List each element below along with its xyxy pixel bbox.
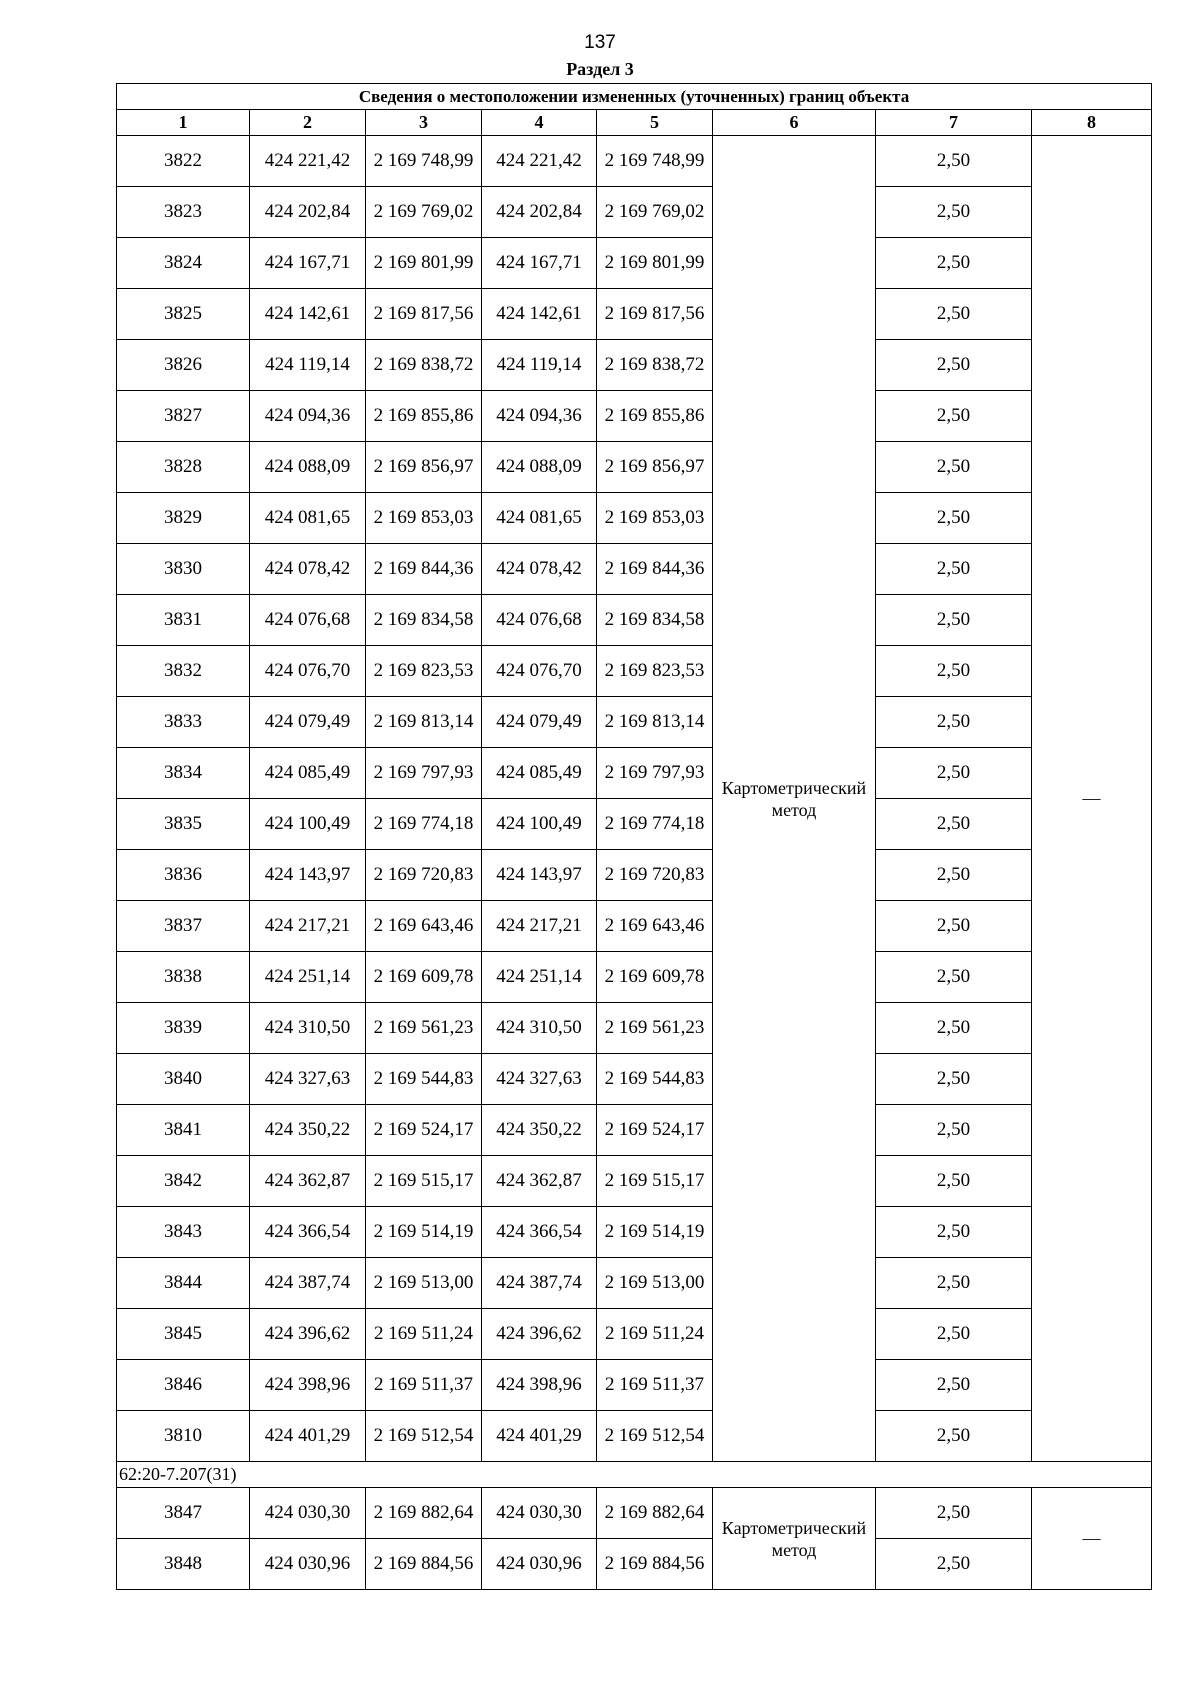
accuracy-value: 2,50 (876, 544, 1032, 595)
accuracy-value: 2,50 (876, 289, 1032, 340)
x-updated: 424 362,87 (482, 1156, 597, 1207)
column-number: 8 (1032, 110, 1152, 136)
y-existing: 2 169 609,78 (366, 952, 482, 1003)
y-updated: 2 169 609,78 (597, 952, 713, 1003)
x-existing: 424 221,42 (250, 136, 366, 187)
dash-cell: — (1032, 1488, 1152, 1590)
table-row (117, 901, 1152, 952)
accuracy-value: 2,50 (876, 748, 1032, 799)
table-row (117, 289, 1152, 340)
x-updated: 424 094,36 (482, 391, 597, 442)
table-row (117, 1360, 1152, 1411)
table-body (117, 84, 1152, 1590)
x-existing: 424 401,29 (250, 1411, 366, 1462)
x-existing: 424 366,54 (250, 1207, 366, 1258)
point-number: 3823 (117, 187, 250, 238)
y-existing: 2 169 512,54 (366, 1411, 482, 1462)
table-row (117, 748, 1152, 799)
column-number: 7 (876, 110, 1032, 136)
x-existing: 424 396,62 (250, 1309, 366, 1360)
table-row (117, 1539, 1152, 1590)
point-number: 3824 (117, 238, 250, 289)
table-row (117, 442, 1152, 493)
x-updated: 424 396,62 (482, 1309, 597, 1360)
x-existing: 424 119,14 (250, 340, 366, 391)
y-existing: 2 169 838,72 (366, 340, 482, 391)
x-updated: 424 143,97 (482, 850, 597, 901)
y-updated: 2 169 544,83 (597, 1054, 713, 1105)
table-row (117, 1156, 1152, 1207)
column-number: 3 (366, 110, 482, 136)
y-updated: 2 169 882,64 (597, 1488, 713, 1539)
accuracy-value: 2,50 (876, 187, 1032, 238)
y-existing: 2 169 823,53 (366, 646, 482, 697)
accuracy-value: 2,50 (876, 952, 1032, 1003)
x-updated: 424 387,74 (482, 1258, 597, 1309)
dash-cell: — (1032, 136, 1152, 1462)
accuracy-value: 2,50 (876, 1207, 1032, 1258)
accuracy-value: 2,50 (876, 1003, 1032, 1054)
column-number: 1 (117, 110, 250, 136)
x-existing: 424 143,97 (250, 850, 366, 901)
point-number: 3828 (117, 442, 250, 493)
accuracy-value: 2,50 (876, 1054, 1032, 1105)
y-existing: 2 169 844,36 (366, 544, 482, 595)
accuracy-value: 2,50 (876, 1360, 1032, 1411)
y-updated: 2 169 834,58 (597, 595, 713, 646)
column-number-row (117, 110, 1152, 136)
accuracy-value: 2,50 (876, 1309, 1032, 1360)
accuracy-value: 2,50 (876, 1105, 1032, 1156)
point-number: 3830 (117, 544, 250, 595)
y-existing: 2 169 855,86 (366, 391, 482, 442)
y-existing: 2 169 853,03 (366, 493, 482, 544)
table-row (117, 1309, 1152, 1360)
table-row (117, 1054, 1152, 1105)
point-number: 3841 (117, 1105, 250, 1156)
x-existing: 424 094,36 (250, 391, 366, 442)
method-cell: Картометрический метод (713, 1488, 876, 1590)
x-updated: 424 081,65 (482, 493, 597, 544)
y-updated: 2 169 838,72 (597, 340, 713, 391)
point-number: 3838 (117, 952, 250, 1003)
table-row (117, 1411, 1152, 1462)
accuracy-value: 2,50 (876, 136, 1032, 187)
x-existing: 424 350,22 (250, 1105, 366, 1156)
point-number: 3846 (117, 1360, 250, 1411)
group-label-row (117, 1462, 1152, 1488)
y-existing: 2 169 720,83 (366, 850, 482, 901)
y-updated: 2 169 511,24 (597, 1309, 713, 1360)
x-existing: 424 076,70 (250, 646, 366, 697)
y-updated: 2 169 515,17 (597, 1156, 713, 1207)
table-row (117, 1105, 1152, 1156)
y-updated: 2 169 524,17 (597, 1105, 713, 1156)
x-existing: 424 251,14 (250, 952, 366, 1003)
table-row (117, 391, 1152, 442)
y-existing: 2 169 817,56 (366, 289, 482, 340)
table-row (117, 493, 1152, 544)
point-number: 3840 (117, 1054, 250, 1105)
point-number: 3810 (117, 1411, 250, 1462)
x-existing: 424 167,71 (250, 238, 366, 289)
table-row (117, 850, 1152, 901)
y-updated: 2 169 844,36 (597, 544, 713, 595)
y-updated: 2 169 511,37 (597, 1360, 713, 1411)
y-existing: 2 169 524,17 (366, 1105, 482, 1156)
y-existing: 2 169 801,99 (366, 238, 482, 289)
column-number: 4 (482, 110, 597, 136)
x-existing: 424 030,96 (250, 1539, 366, 1590)
point-number: 3822 (117, 136, 250, 187)
table-row (117, 952, 1152, 1003)
x-updated: 424 085,49 (482, 748, 597, 799)
table-row (117, 1258, 1152, 1309)
table-row (117, 544, 1152, 595)
x-updated: 424 310,50 (482, 1003, 597, 1054)
point-number: 3835 (117, 799, 250, 850)
accuracy-value: 2,50 (876, 799, 1032, 850)
y-existing: 2 169 561,23 (366, 1003, 482, 1054)
point-number: 3837 (117, 901, 250, 952)
y-updated: 2 169 561,23 (597, 1003, 713, 1054)
table-row (117, 238, 1152, 289)
x-updated: 424 100,49 (482, 799, 597, 850)
point-number: 3844 (117, 1258, 250, 1309)
y-existing: 2 169 884,56 (366, 1539, 482, 1590)
y-existing: 2 169 856,97 (366, 442, 482, 493)
accuracy-value: 2,50 (876, 595, 1032, 646)
point-number: 3831 (117, 595, 250, 646)
table-row (117, 1488, 1152, 1539)
x-updated: 424 142,61 (482, 289, 597, 340)
x-updated: 424 350,22 (482, 1105, 597, 1156)
x-existing: 424 076,68 (250, 595, 366, 646)
point-number: 3827 (117, 391, 250, 442)
accuracy-value: 2,50 (876, 340, 1032, 391)
point-number: 3845 (117, 1309, 250, 1360)
table-row (117, 799, 1152, 850)
x-updated: 424 030,30 (482, 1488, 597, 1539)
x-existing: 424 217,21 (250, 901, 366, 952)
x-existing: 424 310,50 (250, 1003, 366, 1054)
x-updated: 424 217,21 (482, 901, 597, 952)
accuracy-value: 2,50 (876, 697, 1032, 748)
x-updated: 424 030,96 (482, 1539, 597, 1590)
point-number: 3834 (117, 748, 250, 799)
point-number: 3826 (117, 340, 250, 391)
y-existing: 2 169 769,02 (366, 187, 482, 238)
accuracy-value: 2,50 (876, 1488, 1032, 1539)
table-row (117, 1207, 1152, 1258)
accuracy-value: 2,50 (876, 1539, 1032, 1590)
y-updated: 2 169 514,19 (597, 1207, 713, 1258)
x-updated: 424 221,42 (482, 136, 597, 187)
point-number: 3829 (117, 493, 250, 544)
accuracy-value: 2,50 (876, 901, 1032, 952)
y-existing: 2 169 748,99 (366, 136, 482, 187)
x-existing: 424 362,87 (250, 1156, 366, 1207)
column-number: 6 (713, 110, 876, 136)
y-existing: 2 169 834,58 (366, 595, 482, 646)
x-existing: 424 327,63 (250, 1054, 366, 1105)
accuracy-value: 2,50 (876, 442, 1032, 493)
y-updated: 2 169 855,86 (597, 391, 713, 442)
table-row (117, 646, 1152, 697)
y-updated: 2 169 797,93 (597, 748, 713, 799)
x-existing: 424 078,42 (250, 544, 366, 595)
point-number: 3848 (117, 1539, 250, 1590)
x-existing: 424 081,65 (250, 493, 366, 544)
point-number: 3843 (117, 1207, 250, 1258)
y-existing: 2 169 511,24 (366, 1309, 482, 1360)
y-existing: 2 169 774,18 (366, 799, 482, 850)
y-updated: 2 169 801,99 (597, 238, 713, 289)
section-title: Раздел 3 (566, 59, 634, 79)
point-number: 3836 (117, 850, 250, 901)
x-existing: 424 088,09 (250, 442, 366, 493)
x-updated: 424 251,14 (482, 952, 597, 1003)
x-updated: 424 088,09 (482, 442, 597, 493)
y-updated: 2 169 769,02 (597, 187, 713, 238)
y-updated: 2 169 823,53 (597, 646, 713, 697)
x-updated: 424 202,84 (482, 187, 597, 238)
x-existing: 424 398,96 (250, 1360, 366, 1411)
accuracy-value: 2,50 (876, 1411, 1032, 1462)
table-row (117, 187, 1152, 238)
point-number: 3839 (117, 1003, 250, 1054)
x-updated: 424 078,42 (482, 544, 597, 595)
y-updated: 2 169 748,99 (597, 136, 713, 187)
x-existing: 424 079,49 (250, 697, 366, 748)
x-existing: 424 387,74 (250, 1258, 366, 1309)
x-updated: 424 327,63 (482, 1054, 597, 1105)
y-existing: 2 169 513,00 (366, 1258, 482, 1309)
y-updated: 2 169 813,14 (597, 697, 713, 748)
table-row (117, 1003, 1152, 1054)
point-number: 3825 (117, 289, 250, 340)
page-number: 137 (584, 32, 616, 53)
y-existing: 2 169 882,64 (366, 1488, 482, 1539)
x-updated: 424 167,71 (482, 238, 597, 289)
y-updated: 2 169 817,56 (597, 289, 713, 340)
x-existing: 424 202,84 (250, 187, 366, 238)
y-existing: 2 169 813,14 (366, 697, 482, 748)
column-number: 5 (597, 110, 713, 136)
x-existing: 424 142,61 (250, 289, 366, 340)
accuracy-value: 2,50 (876, 1258, 1032, 1309)
x-updated: 424 401,29 (482, 1411, 597, 1462)
y-existing: 2 169 544,83 (366, 1054, 482, 1105)
x-updated: 424 076,70 (482, 646, 597, 697)
y-updated: 2 169 774,18 (597, 799, 713, 850)
table-row (117, 595, 1152, 646)
y-updated: 2 169 513,00 (597, 1258, 713, 1309)
y-updated: 2 169 512,54 (597, 1411, 713, 1462)
y-updated: 2 169 643,46 (597, 901, 713, 952)
y-existing: 2 169 514,19 (366, 1207, 482, 1258)
accuracy-value: 2,50 (876, 493, 1032, 544)
x-updated: 424 079,49 (482, 697, 597, 748)
x-existing: 424 100,49 (250, 799, 366, 850)
x-existing: 424 085,49 (250, 748, 366, 799)
y-existing: 2 169 515,17 (366, 1156, 482, 1207)
x-updated: 424 366,54 (482, 1207, 597, 1258)
x-updated: 424 119,14 (482, 340, 597, 391)
point-number: 3832 (117, 646, 250, 697)
column-number: 2 (250, 110, 366, 136)
cadastral-number: 62:20-7.207(31) (117, 1462, 1152, 1488)
table-row (117, 136, 1152, 187)
accuracy-value: 2,50 (876, 238, 1032, 289)
y-existing: 2 169 643,46 (366, 901, 482, 952)
table-caption-row (117, 84, 1152, 110)
point-number: 3833 (117, 697, 250, 748)
y-updated: 2 169 720,83 (597, 850, 713, 901)
table-row (117, 340, 1152, 391)
accuracy-value: 2,50 (876, 391, 1032, 442)
accuracy-value: 2,50 (876, 1156, 1032, 1207)
boundary-coordinates-table (116, 83, 1152, 1590)
point-number: 3842 (117, 1156, 250, 1207)
y-updated: 2 169 884,56 (597, 1539, 713, 1590)
y-existing: 2 169 797,93 (366, 748, 482, 799)
y-existing: 2 169 511,37 (366, 1360, 482, 1411)
x-updated: 424 076,68 (482, 595, 597, 646)
table-caption: Сведения о местоположении измененных (уточненных) границ объекта (117, 84, 1152, 110)
point-number: 3847 (117, 1488, 250, 1539)
accuracy-value: 2,50 (876, 646, 1032, 697)
x-existing: 424 030,30 (250, 1488, 366, 1539)
table-row (117, 697, 1152, 748)
x-updated: 424 398,96 (482, 1360, 597, 1411)
method-cell: Картометрический метод (713, 136, 876, 1462)
accuracy-value: 2,50 (876, 850, 1032, 901)
y-updated: 2 169 856,97 (597, 442, 713, 493)
y-updated: 2 169 853,03 (597, 493, 713, 544)
